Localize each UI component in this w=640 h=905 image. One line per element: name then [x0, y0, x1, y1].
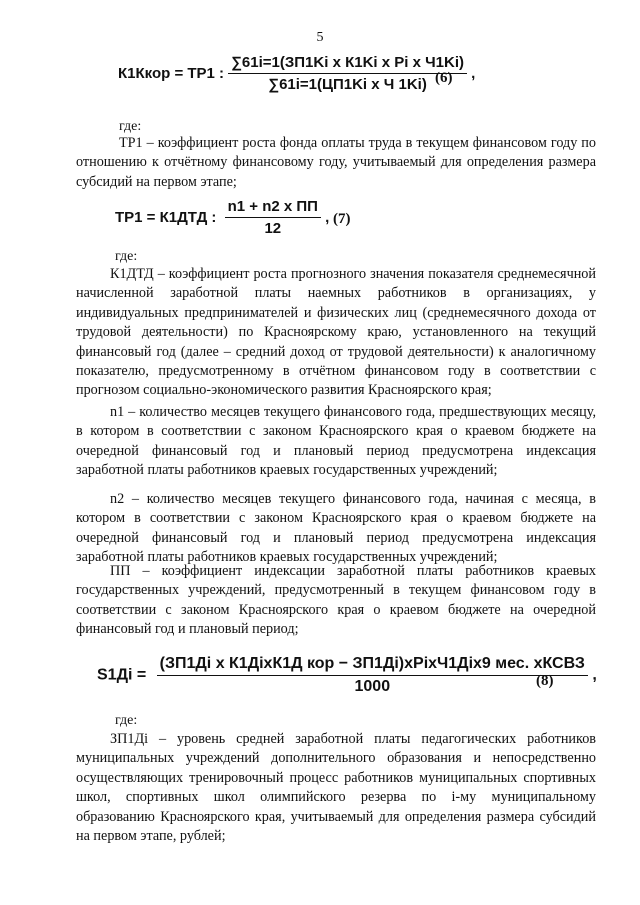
formula-8-lhs: S1Дi = — [97, 666, 147, 684]
formula-8-tag: (8) — [536, 673, 554, 689]
formula-6-numerator: ∑61i=1(ЗП1Ki х К1Ki х Pi х Ч1Ki) — [228, 54, 467, 74]
definition-k1dtd: К1ДТД – коэффициент роста прогнозного значения показателя среднемесячной начисленной заработной платы наемных работников в организациях, у индивидуальных предпринимателей и физических лиц (среднемесячного дохода от трудовой деятельности) по Красноярскому краю, установленного на текущий финансовый год (далее – средний доход от трудовой деятельности) к аналогичному показателю, предусмотренному в отчётном финансовом году в соответствии с прогнозом социально-экономического развития Красноярского края; — [76, 266, 596, 399]
formula-7-denominator: 12 — [264, 220, 282, 237]
formula-8-numerator: (ЗП1Дi х К1ДiхК1Д кор − ЗП1Дi)хPiхЧ1Дiх9 мес. хКСВЗ — [157, 655, 588, 676]
where-label-2: где: — [115, 249, 138, 264]
formula-7-numerator: n1 + n2 х ПП — [225, 198, 321, 218]
formula-6 — [118, 54, 475, 93]
formula-8-comma: , — [592, 666, 597, 684]
page-number: 5 — [316, 30, 324, 45]
formula-8 — [97, 655, 597, 696]
formula-8-denominator: 1000 — [354, 678, 391, 695]
definition-zp1di: ЗП1Дi – уровень средней заработной платы педагогических работников муниципальных учреждений дополнительного образования и непосредственно осуществляющих тренировочный процесс работников муниципальных спортивных школ, спортивных школ олимпийского резерва по i-му муниципальному образованию Красноярского края, учитываемый для определения размера субсидий на первом этапе, рублей; — [76, 731, 596, 845]
where-label-3: где: — [115, 713, 138, 728]
formula-7-tag: (7) — [333, 211, 351, 227]
formula-6-tag: (6) — [435, 70, 453, 86]
where-label-1: где: — [119, 119, 142, 134]
definition-pp: ПП – коэффициент индексации заработной платы работников краевых государственных учреждений, предусмотренный в текущем финансовом году в соответствии с законом Красноярского края о краевом бюджете на очередной финансовый год и плановый период; — [76, 563, 596, 638]
formula-6-denominator: ∑61i=1(ЦП1Ki х Ч 1Ki) — [268, 76, 427, 93]
formula-7-comma: , — [325, 209, 330, 226]
definition-n1: n1 – количество месяцев текущего финансового года, предшествующих месяцу, в котором в соответствии с законом Красноярского края о краевом бюджете на очередной финансовый год и плановый период предусмотрена индексация заработной платы работников краевых государственных учреждений; — [76, 404, 596, 479]
formula-7 — [115, 198, 329, 237]
formula-6-lhs: К1Ккор = ТР1 : — [118, 65, 225, 82]
formula-7-lhs: ТР1 = К1ДТД : — [115, 209, 217, 226]
definition-tr1: ТР1 – коэффициент роста фонда оплаты труда в текущем финансовом году по отношению к отчётному финансовому году, учитываемый для определения размера субсидий на первом этапе; — [76, 135, 596, 190]
formula-6-comma: , — [471, 65, 476, 82]
definition-n2: n2 – количество месяцев текущего финансового года, начиная с месяца, в котором в соответствии с законом Красноярского края о краевом бюджете на очередной финансовый год и плановый период предусмотрена индексация заработной платы работников краевых государственных учреждений; — [76, 491, 596, 566]
